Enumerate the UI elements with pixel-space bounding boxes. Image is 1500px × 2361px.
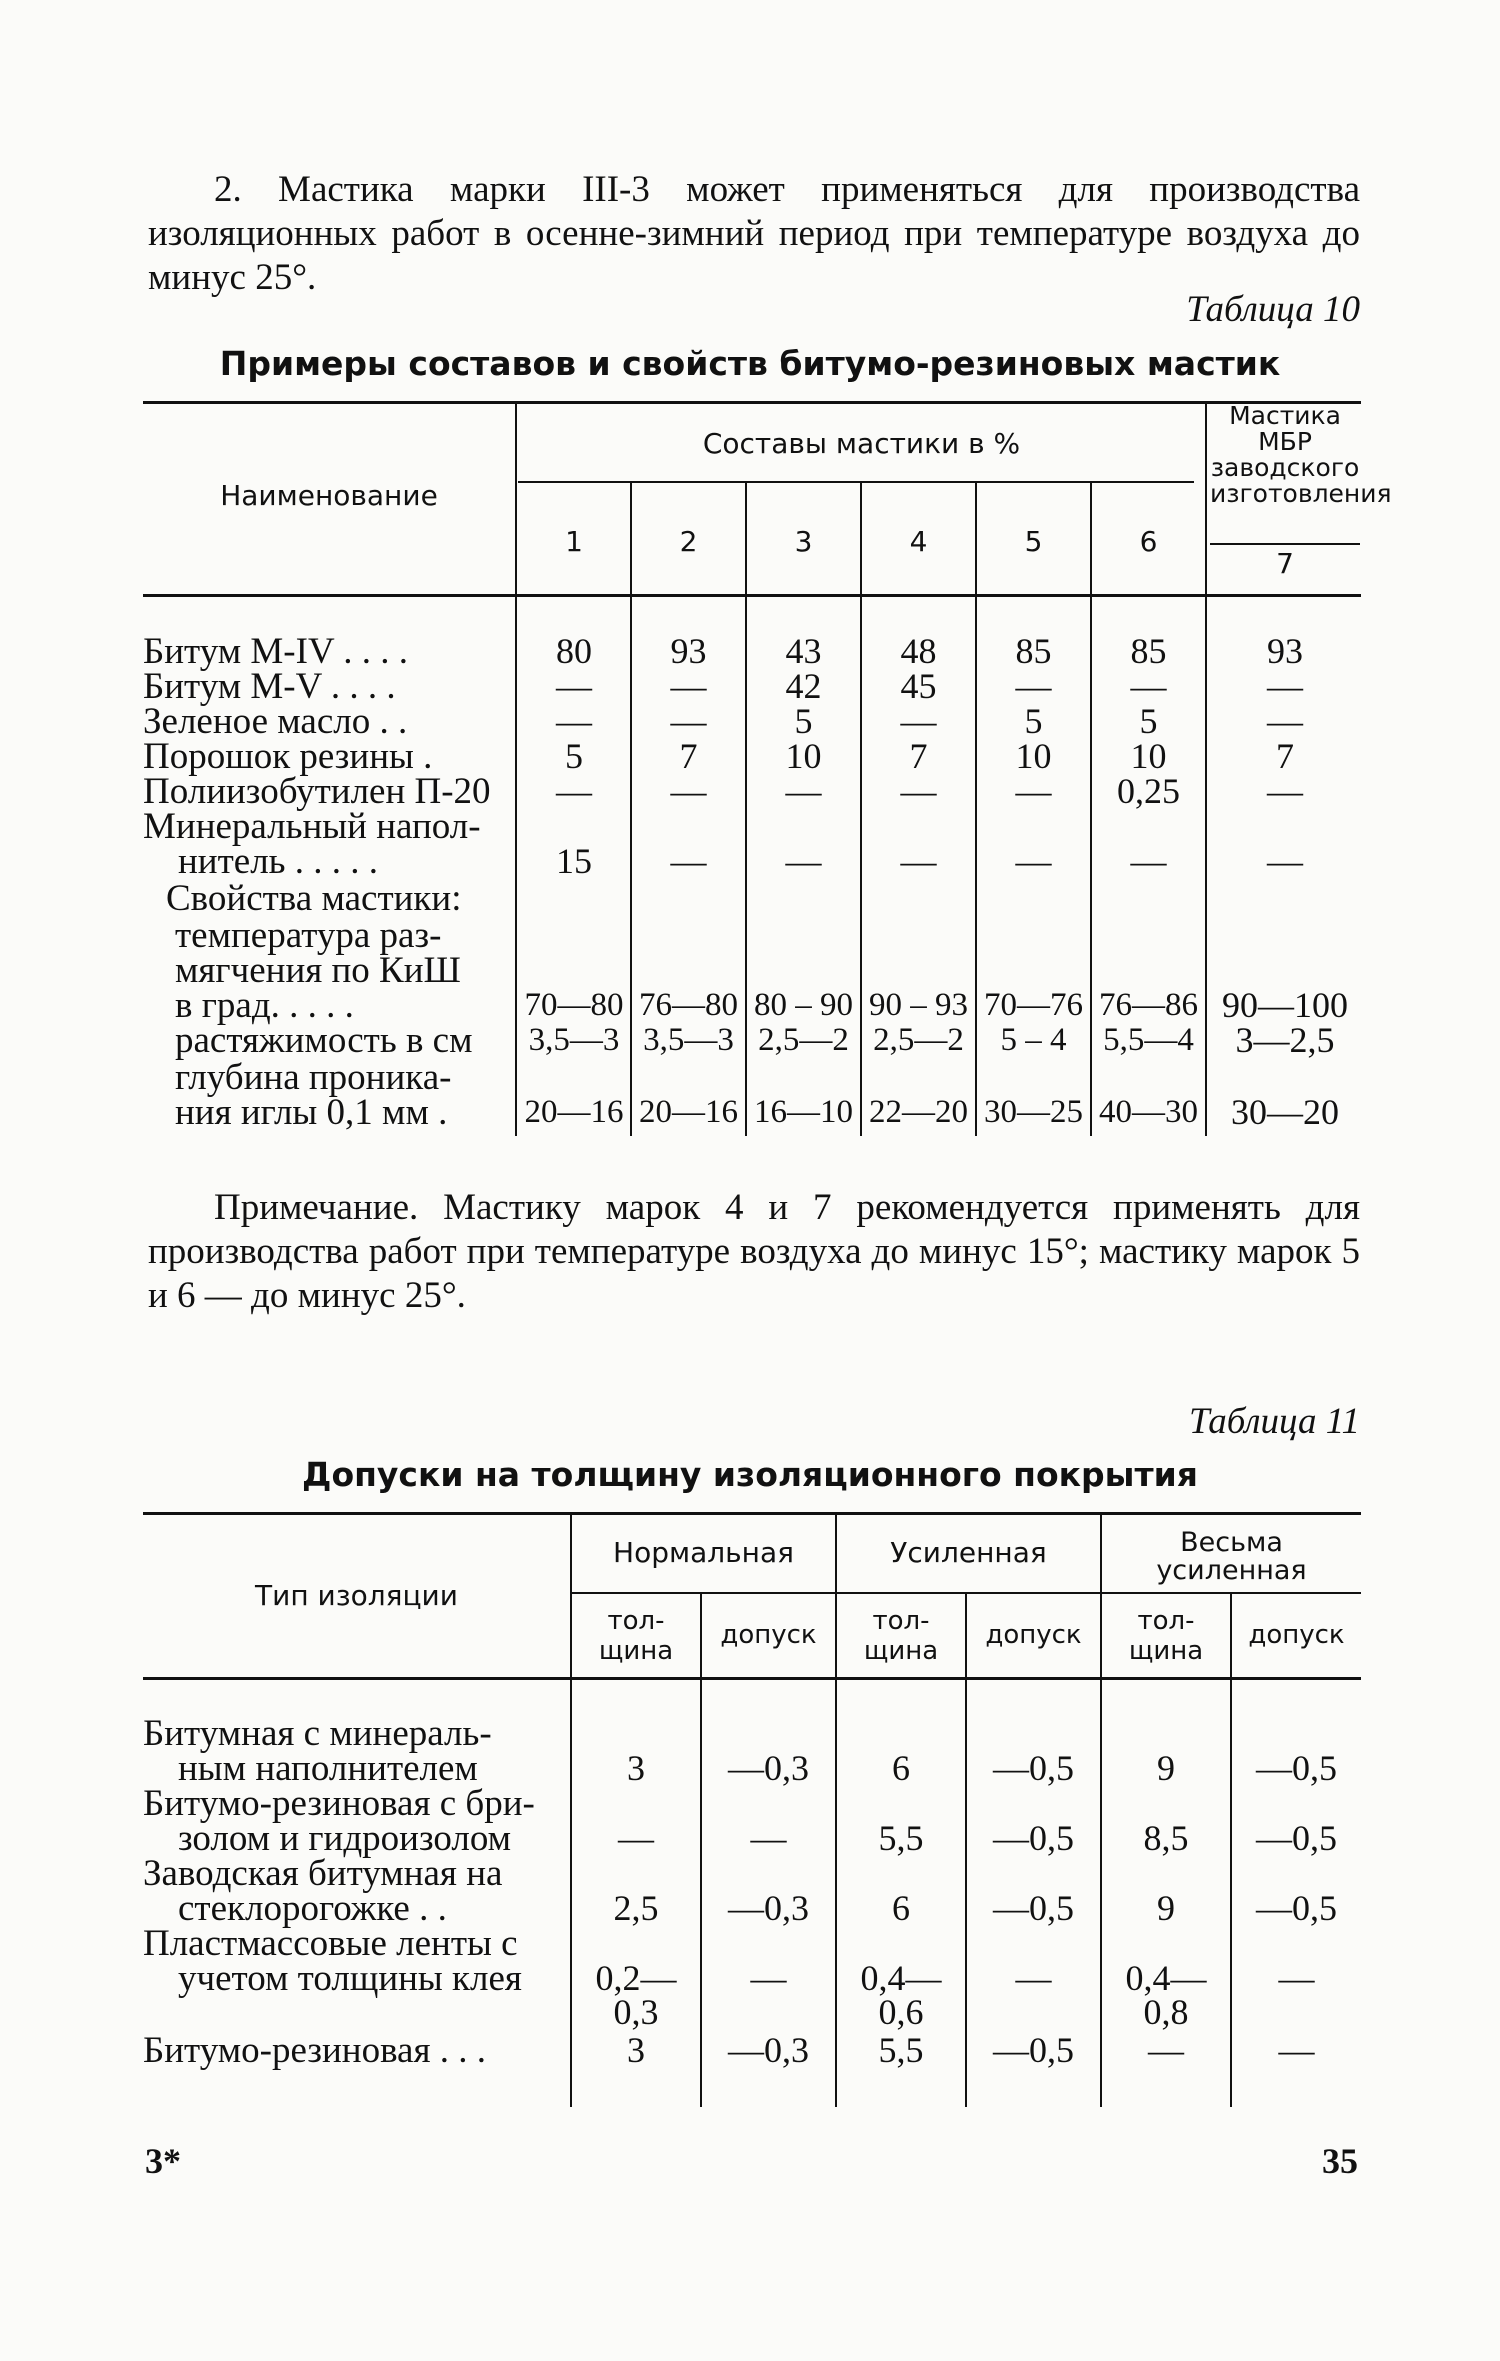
- table10-row-label: ния иглы 0,1 мм .: [175, 1092, 448, 1133]
- table10-note: Примечание. Мастику марок 4 и 7 рекомендуется применять для производства работ при температуре воздуха до минус 15°; мастику марок 5 и 6 — до минус 25°.: [148, 1187, 1360, 1316]
- table10-cell: 85: [1015, 631, 1052, 671]
- table10-row-label: Зеленое масло . .: [143, 701, 408, 742]
- table10-cell: 10: [1130, 736, 1167, 776]
- table11-cell: 9: [1157, 1748, 1175, 1788]
- table11-cell: —0,3: [728, 1888, 809, 1928]
- table10-row-label: Свойства мастики:: [166, 878, 462, 919]
- table11-header-normal: Нормальная: [613, 1536, 794, 1569]
- table10-row-label: Битум М-IV . . . .: [143, 631, 408, 672]
- page-number: 35: [1322, 2141, 1358, 2181]
- table10-cell: 43: [785, 631, 822, 671]
- table11-row-label: Пластмассовые ленты с: [143, 1923, 518, 1964]
- table10-title: Примеры составов и свойств битумо-резиновых мастик: [219, 344, 1281, 383]
- table10-row-label: Порошок резины .: [143, 736, 433, 777]
- table10-cell: 0,25: [1117, 771, 1180, 811]
- table11-cell: 2,5: [613, 1888, 659, 1928]
- table11-row-label: Заводская битумная на: [143, 1853, 503, 1894]
- table10-cell: —: [1267, 666, 1303, 706]
- table11-header-tolerance: допуск: [1248, 1620, 1345, 1650]
- table10-cell: 5,5—4: [1103, 1022, 1194, 1058]
- table10-cell: 20—16: [639, 1094, 738, 1130]
- table10-cell: 80 – 90: [754, 987, 853, 1023]
- table10-header-rule: [143, 594, 1361, 597]
- table10-cell: 3,5—3: [643, 1022, 734, 1058]
- table10-cell: 7: [679, 736, 698, 776]
- table10-row-label: мягчения по КиШ: [175, 950, 461, 991]
- table11-cell: 5,5: [878, 2030, 924, 2070]
- table10-cell: —: [1130, 666, 1167, 706]
- table10-cell: —: [670, 701, 707, 741]
- table10-cell: 30—20: [1231, 1092, 1339, 1132]
- table11-header-thickness: тол- щина: [598, 1606, 674, 1666]
- table11-row-label: золом и гидроизолом: [178, 1818, 512, 1859]
- table11-cell: 3: [627, 2030, 645, 2070]
- table10-cell: —: [785, 841, 822, 881]
- table11-col-rule: [835, 1514, 837, 2107]
- table11-cell: 5,5: [878, 1818, 924, 1858]
- table11-cell: —0,5: [993, 1748, 1074, 1788]
- table10-row-label: глубина проника-: [175, 1057, 452, 1098]
- table11-row-label: Битумо-резиновая с бри-: [143, 1783, 535, 1824]
- table11-col-rule: [570, 1514, 572, 2107]
- table11-cell: 0,2— 0,3: [595, 1958, 677, 2032]
- table11-header-tolerance: допуск: [985, 1620, 1082, 1650]
- table10-header-compositions: Составы мастики в %: [702, 427, 1021, 460]
- table10-col-number: 1: [565, 525, 583, 558]
- table10-row-label: Полиизобутилен П-20: [143, 771, 491, 812]
- table10-cell: 16—10: [754, 1094, 853, 1130]
- table10-top-rule: [143, 401, 1361, 404]
- table10-col-number: 7: [1276, 547, 1294, 580]
- table10-cell: —: [900, 701, 937, 741]
- table10-row-label: растяжимость в см: [175, 1020, 473, 1061]
- table10-cell: —: [670, 666, 707, 706]
- table11-cell: —: [1015, 1958, 1052, 1998]
- table10-cell: —: [1267, 701, 1303, 741]
- table10-cell: 93: [670, 631, 707, 671]
- table10-col-number: 6: [1139, 525, 1158, 558]
- table11-number: Таблица 11: [1188, 1401, 1360, 1442]
- table11-cell: —0,5: [993, 1888, 1074, 1928]
- table10-cell: —: [556, 771, 592, 811]
- table11-cell: 9: [1157, 1888, 1175, 1928]
- table10-cell: 5: [1024, 701, 1043, 741]
- table10-cell: 5: [1139, 701, 1158, 741]
- table10-cell: 3—2,5: [1235, 1020, 1335, 1060]
- table10-cell: 80: [556, 631, 592, 671]
- table10-header-mbr: Мастика МБР заводского изготовления: [1210, 401, 1392, 508]
- table10-col-number: 2: [679, 525, 698, 558]
- table11-row-label: ным наполнителем: [178, 1748, 478, 1789]
- table10-col-rule: [1205, 403, 1207, 1136]
- table11-row-label: учетом толщины клея: [178, 1958, 522, 1999]
- table11-cell: —0,5: [1256, 1748, 1337, 1788]
- table11-col-rule: [1100, 1514, 1102, 2107]
- table11-cell: 6: [892, 1748, 910, 1788]
- table11-cell: —0,5: [1256, 1888, 1337, 1928]
- table10-cell: 2,5—2: [873, 1022, 964, 1058]
- table11-header-rule: [143, 1677, 1361, 1680]
- table11-header-very-reinforced: Весьма усиленная: [1156, 1527, 1307, 1586]
- table10-row-label: нитель . . . . .: [178, 841, 379, 882]
- table11-cell: —0,3: [728, 1748, 809, 1788]
- table10-cell: —: [670, 771, 707, 811]
- table10-cell: 20—16: [524, 1094, 624, 1130]
- table10-cell: —: [1015, 841, 1052, 881]
- table11-row-label: Битумная с минераль-: [143, 1713, 492, 1754]
- table11-cell: —0,5: [993, 2030, 1074, 2070]
- table10-col-number: 4: [909, 525, 928, 558]
- table10-cell: —: [785, 771, 822, 811]
- table10-cell: 7: [1276, 736, 1294, 776]
- table10-cell: 70—80: [524, 987, 624, 1023]
- table10-cell: 2,5—2: [758, 1022, 849, 1058]
- table11-cell: —: [618, 1818, 654, 1858]
- table10-cell: 70—76: [984, 987, 1083, 1023]
- table11-cell: —0,5: [993, 1818, 1074, 1858]
- table11-top-rule: [143, 1512, 1361, 1515]
- table11-title: Допуски на толщину изоляционного покрытия: [302, 1455, 1198, 1494]
- table10-header-name: Наименование: [220, 479, 438, 512]
- table11-cell: —0,3: [728, 2030, 809, 2070]
- table10-cell: —: [556, 666, 592, 706]
- table11-cell: 6: [892, 1888, 910, 1928]
- table10-col-number: 5: [1024, 525, 1043, 558]
- table10-cell: 76—80: [639, 987, 738, 1023]
- table10-row-label: температура раз-: [175, 915, 442, 956]
- table11-row-label: Битумо-резиновая . . .: [143, 2030, 486, 2071]
- table10-cell: —: [1015, 771, 1052, 811]
- table11-header-tolerance: допуск: [720, 1620, 817, 1650]
- table11-cell: 0,4— 0,8: [1125, 1958, 1207, 2032]
- table11-cell: —0,5: [1256, 1818, 1337, 1858]
- table10-cell: 30—25: [984, 1094, 1083, 1130]
- table10-cell: 5 – 4: [1000, 1022, 1067, 1058]
- table10-row-label: в град. . . . .: [175, 985, 354, 1026]
- table10-cell: 42: [785, 666, 822, 706]
- table11-header-reinforced: Усиленная: [890, 1536, 1047, 1569]
- table10-cell: —: [670, 841, 707, 881]
- table10-cell: 40—30: [1099, 1094, 1198, 1130]
- table11-header-type: Тип изоляции: [255, 1579, 458, 1612]
- table10-row-label: Битум М-V . . . .: [143, 666, 396, 707]
- table11-row-label: стеклорогожке . .: [178, 1888, 447, 1929]
- table10-cell: 3,5—3: [528, 1022, 620, 1058]
- table10-cell: 22—20: [869, 1094, 968, 1130]
- table10-cell: —: [1015, 666, 1052, 706]
- table10-cell: 15: [556, 841, 592, 881]
- table10-cell: 90 – 93: [869, 987, 968, 1023]
- table10-cell: —: [1267, 771, 1303, 811]
- table11-cell: —: [750, 1958, 787, 1998]
- table10-cell: 48: [900, 631, 937, 671]
- table10-cell: —: [900, 771, 937, 811]
- table10-number: Таблица 10: [1186, 289, 1360, 330]
- table11-header-thickness: тол- щина: [1128, 1606, 1204, 1666]
- table10-cell: 76—86: [1099, 987, 1198, 1023]
- table10-cell: —: [900, 841, 937, 881]
- table10-cell: 10: [785, 736, 822, 776]
- table11-cell: 3: [627, 1748, 645, 1788]
- table10-cell: 45: [900, 666, 937, 706]
- table10-cell: 5: [565, 736, 583, 776]
- table10-cell: —: [556, 701, 592, 741]
- table10-col-rule: [515, 403, 517, 1136]
- signature-mark: 3*: [145, 2141, 181, 2181]
- table10-cell: —: [1267, 841, 1303, 881]
- table11-cell: 8,5: [1143, 1818, 1189, 1858]
- table10-cell: 5: [794, 701, 813, 741]
- table11-header-thickness: тол- щина: [863, 1606, 939, 1666]
- table10-cell: 90—100: [1222, 985, 1348, 1025]
- table11-cell: 0,4— 0,6: [860, 1958, 942, 2032]
- table11-cell: —: [1278, 1958, 1315, 1998]
- table10-mbr-rule: [1210, 543, 1360, 545]
- table10-cell: 10: [1015, 736, 1052, 776]
- table11-cell: —: [1148, 2030, 1184, 2070]
- table10-cell: 93: [1267, 631, 1303, 671]
- intro-paragraph: 2. Мастика марки III-3 может применяться для производства изоляционных работ в осенне-зимний период при температуре воздуха до минус 25°.: [148, 169, 1360, 298]
- table10-cell: 7: [909, 736, 928, 776]
- table10-sub-rule: [518, 481, 1194, 483]
- table10-cell: 85: [1130, 631, 1167, 671]
- table11-cell: —: [750, 1818, 787, 1858]
- table10-cell: —: [1130, 841, 1167, 881]
- table10-row-label: Минеральный напол-: [143, 806, 481, 847]
- table10-col-number: 3: [794, 525, 813, 558]
- table11-cell: —: [1278, 2030, 1315, 2070]
